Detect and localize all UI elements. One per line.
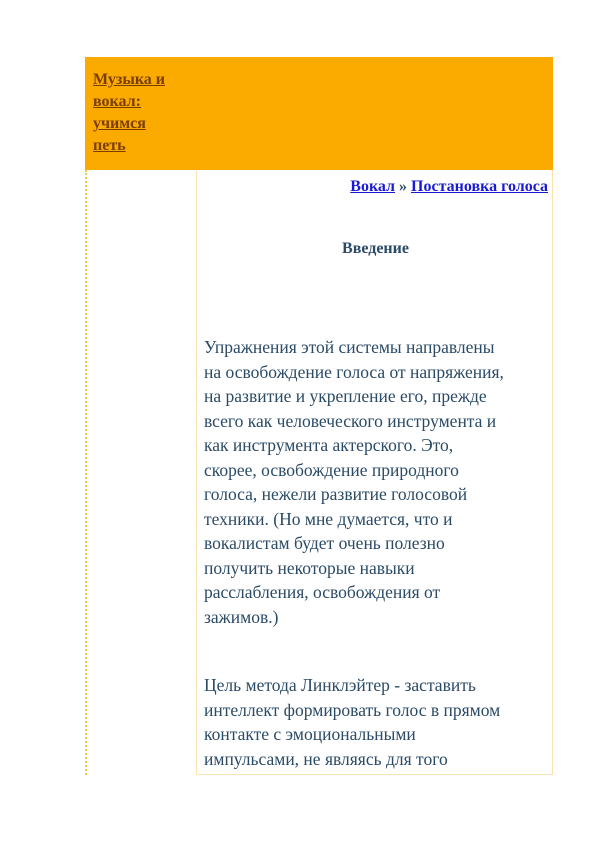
site-title-line: петь <box>93 137 126 154</box>
breadcrumb-link-vocal[interactable]: Вокал <box>350 178 396 195</box>
text-line: зажимов.) <box>204 606 279 627</box>
text-line: расслабления, освобождения от <box>204 582 441 602</box>
text-line: получить некоторые навыки <box>204 557 415 578</box>
text-line: техники. (Но мне думается, что и <box>204 508 453 529</box>
text-line: как инструмента актерского. Это, <box>204 435 454 455</box>
text-line: голоса, нежели развитие голосовой <box>204 484 468 504</box>
text-line: на развитие и укрепление его, прежде <box>204 386 487 406</box>
text-line: вокалистам будет очень полезно <box>204 533 445 553</box>
section-title: Введение <box>342 240 409 257</box>
site-title-line: вокал: <box>93 93 141 110</box>
main-content <box>198 170 553 775</box>
breadcrumb-separator: » <box>395 178 412 195</box>
text-line: скорее, освобождение природного <box>204 459 459 480</box>
text-line: контакте с эмоциональными <box>204 724 416 744</box>
site-title-line: Музыка и <box>93 71 166 88</box>
paragraph-goal <box>204 673 549 771</box>
breadcrumb-link-voice-setting[interactable]: Постановка голоса <box>411 178 548 195</box>
text-line: на освобождение голоса от напряжения, <box>204 361 504 382</box>
text-line: Цель метода Линклэйтер - заставить <box>204 675 476 695</box>
text-line: интеллект формировать голос в прямом <box>204 699 501 720</box>
breadcrumb <box>350 178 548 196</box>
text-line: всего как человеческого инструмента и <box>204 410 497 431</box>
site-title-line: учимся <box>93 115 146 132</box>
paragraph-intro <box>204 335 549 629</box>
site-header <box>85 57 553 170</box>
left-sidebar <box>85 170 197 775</box>
text-line: импульсами, не являясь для того <box>204 748 448 769</box>
text-line: Упражнения этой системы направлены <box>204 337 495 357</box>
site-title-link[interactable] <box>93 69 203 157</box>
